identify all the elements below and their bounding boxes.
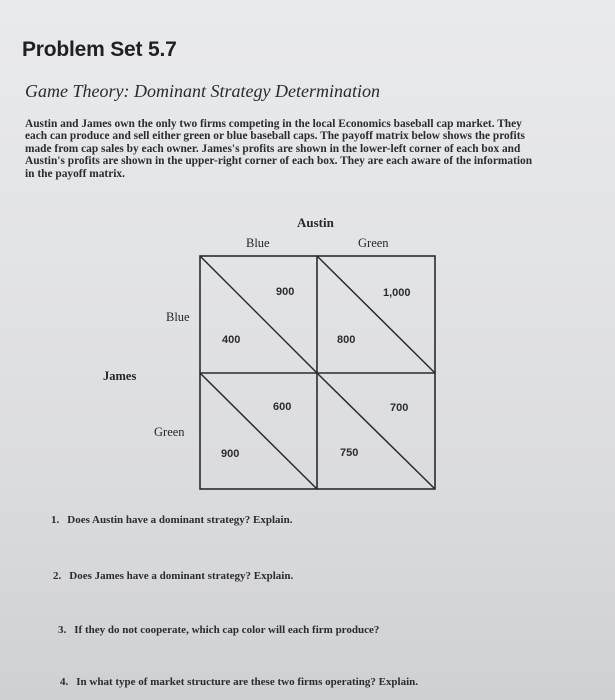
question-number: 1. <box>51 514 60 526</box>
payoff-james-green-blue: 900 <box>221 448 240 460</box>
question-4 <box>60 676 418 688</box>
payoff-james-green-green: 750 <box>340 447 359 459</box>
question-number: 2. <box>53 570 62 582</box>
page-title: Problem Set 5.7 <box>22 38 177 61</box>
column-player-label: Austin <box>297 215 334 230</box>
payoff-austin-blue-green: 1,000 <box>383 287 411 299</box>
payoff-james-blue-blue: 400 <box>222 334 241 346</box>
cell-diagonal <box>200 256 317 373</box>
intro-line: in the payoff matrix. <box>25 167 125 180</box>
row-label-blue: Blue <box>166 310 190 324</box>
intro-line: each can produce and sell either green or blue baseball caps. The payoff matrix below shows the profits <box>25 130 525 143</box>
page-subtitle: Game Theory: Dominant Strategy Determination <box>25 81 380 101</box>
payoff-austin-green-blue: 600 <box>273 401 292 413</box>
question-text: Does Austin have a dominant strategy? Explain. <box>67 514 293 526</box>
question-text: In what type of market structure are these two firms operating? Explain. <box>76 676 419 688</box>
question-text: Does James have a dominant strategy? Explain. <box>69 570 294 582</box>
row-label-green: Green <box>154 425 185 439</box>
intro-line: Austin and James own the only two firms competing in the local Economics baseball cap market. They <box>25 118 522 130</box>
payoff-austin-blue-blue: 900 <box>276 286 295 298</box>
intro-paragraph <box>25 118 573 180</box>
question-3 <box>58 624 379 636</box>
payoff-james-blue-green: 800 <box>337 334 356 346</box>
cell-diagonal <box>200 373 317 489</box>
cell-diagonal <box>317 373 435 489</box>
column-label-blue: Blue <box>246 236 270 250</box>
column-label-green: Green <box>358 236 389 250</box>
row-player-label: James <box>103 369 137 383</box>
intro-line: made from cap sales by each owner. James's profits are shown in the lower-left corner of each box and <box>25 142 521 155</box>
question-number: 4. <box>60 676 69 688</box>
question-2 <box>53 570 293 582</box>
question-1 <box>51 514 292 526</box>
question-text: If they do not cooperate, which cap color will each firm produce? <box>74 624 380 636</box>
payoff-austin-green-green: 700 <box>390 402 409 414</box>
question-number: 3. <box>58 624 67 636</box>
intro-line: Austin's profits are shown in the upper-right corner of each box. They are each aware of the information <box>25 155 533 168</box>
cell-diagonal <box>317 256 435 373</box>
